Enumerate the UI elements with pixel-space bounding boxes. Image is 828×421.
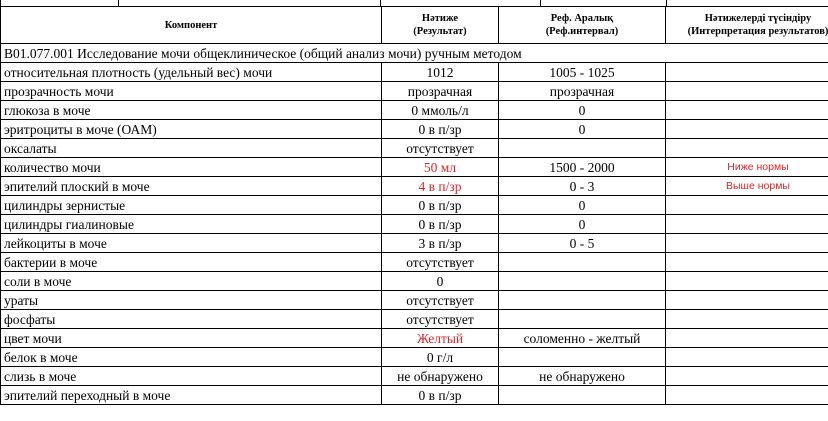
row-component: бактерии в моче [1,253,382,272]
row-reference: 0 [499,215,666,234]
row-interpretation [666,234,828,253]
table-row [1,63,828,82]
table-row [1,158,828,177]
row-component: фосфаты [1,310,382,329]
row-component: глюкоза в моче [1,101,382,120]
table-row [1,215,828,234]
row-result: не обнаружено [382,367,499,386]
row-result: отсутствует [382,139,499,158]
row-interpretation [666,367,828,386]
row-interpretation [666,120,828,139]
row-interpretation [666,272,828,291]
row-result: Желтый [382,329,499,348]
row-reference [499,291,666,310]
row-component: лейкоциты в моче [1,234,382,253]
row-component: цилиндры зернистые [1,196,382,215]
row-reference: 0 - 5 [499,234,666,253]
table-row [1,234,828,253]
row-result: 3 в п/зр [382,234,499,253]
row-interpretation [666,253,828,272]
row-interpretation [666,215,828,234]
row-reference: 0 [499,120,666,139]
section-title: B01.077.001 Исследование мочи общеклиническое (общий анализ мочи) ручным методом [1,44,828,63]
row-result: 0 в п/зр [382,120,499,139]
row-interpretation [666,291,828,310]
table-row [1,139,828,158]
row-reference [499,348,666,367]
row-component: оксалаты [1,139,382,158]
row-result: 0 [382,272,499,291]
row-component: ураты [1,291,382,310]
row-component: цвет мочи [1,329,382,348]
row-result: отсутствует [382,253,499,272]
urinalysis-results-table [0,6,828,405]
table-row [1,329,828,348]
row-reference: не обнаружено [499,367,666,386]
row-reference [499,272,666,291]
row-component: эритроциты в моче (ОАМ) [1,120,382,139]
row-interpretation [666,63,828,82]
row-reference [499,139,666,158]
row-reference: 1005 - 1025 [499,63,666,82]
row-result: 1012 [382,63,499,82]
table-row [1,367,828,386]
row-reference: 0 [499,196,666,215]
row-result: отсутствует [382,310,499,329]
row-component: относительная плотность (удельный вес) мочи [1,63,382,82]
row-interpretation: Ниже нормы [666,158,828,177]
row-component: количество мочи [1,158,382,177]
row-reference: 0 - 3 [499,177,666,196]
table-row [1,348,828,367]
row-component: эпителий плоский в моче [1,177,382,196]
row-reference: 1500 - 2000 [499,158,666,177]
row-interpretation [666,386,828,405]
table-row [1,386,828,405]
section-row [1,44,828,63]
table-row [1,82,828,101]
row-result: 0 ммоль/л [382,101,499,120]
row-component: прозрачность мочи [1,82,382,101]
row-component: слизь в моче [1,367,382,386]
row-result: 50 мл [382,158,499,177]
row-interpretation [666,348,828,367]
row-interpretation [666,196,828,215]
header-interpretation: Нәтижелерді түсіндіру (Интерпретация результатов) [666,7,828,44]
row-result: 0 в п/зр [382,215,499,234]
row-reference [499,310,666,329]
row-component: эпителий переходный в моче [1,386,382,405]
row-reference: прозрачная [499,82,666,101]
row-interpretation: Выше нормы [666,177,828,196]
row-component: белок в моче [1,348,382,367]
row-interpretation [666,310,828,329]
table-row [1,253,828,272]
table-row [1,310,828,329]
row-result: 0 г/л [382,348,499,367]
row-interpretation [666,329,828,348]
row-interpretation [666,101,828,120]
table-row [1,101,828,120]
row-result: отсутствует [382,291,499,310]
row-interpretation [666,139,828,158]
row-component: соли в моче [1,272,382,291]
row-interpretation [666,82,828,101]
table-row [1,177,828,196]
table-row [1,272,828,291]
row-component: цилиндры гиалиновые [1,215,382,234]
header-reference: Реф. Аралық (Реф.интервал) [499,7,666,44]
row-reference: соломенно - желтый [499,329,666,348]
row-result: 0 в п/зр [382,196,499,215]
table-row [1,120,828,139]
row-reference [499,386,666,405]
table-header-row [1,7,828,44]
row-reference [499,253,666,272]
row-result: 4 в п/зр [382,177,499,196]
table-row [1,196,828,215]
previous-table-edge [0,0,828,6]
row-reference: 0 [499,101,666,120]
table-row [1,291,828,310]
header-result: Нәтиже (Результат) [382,7,499,44]
row-result: 0 в п/зр [382,386,499,405]
row-result: прозрачная [382,82,499,101]
header-component: Компонент [1,7,382,44]
